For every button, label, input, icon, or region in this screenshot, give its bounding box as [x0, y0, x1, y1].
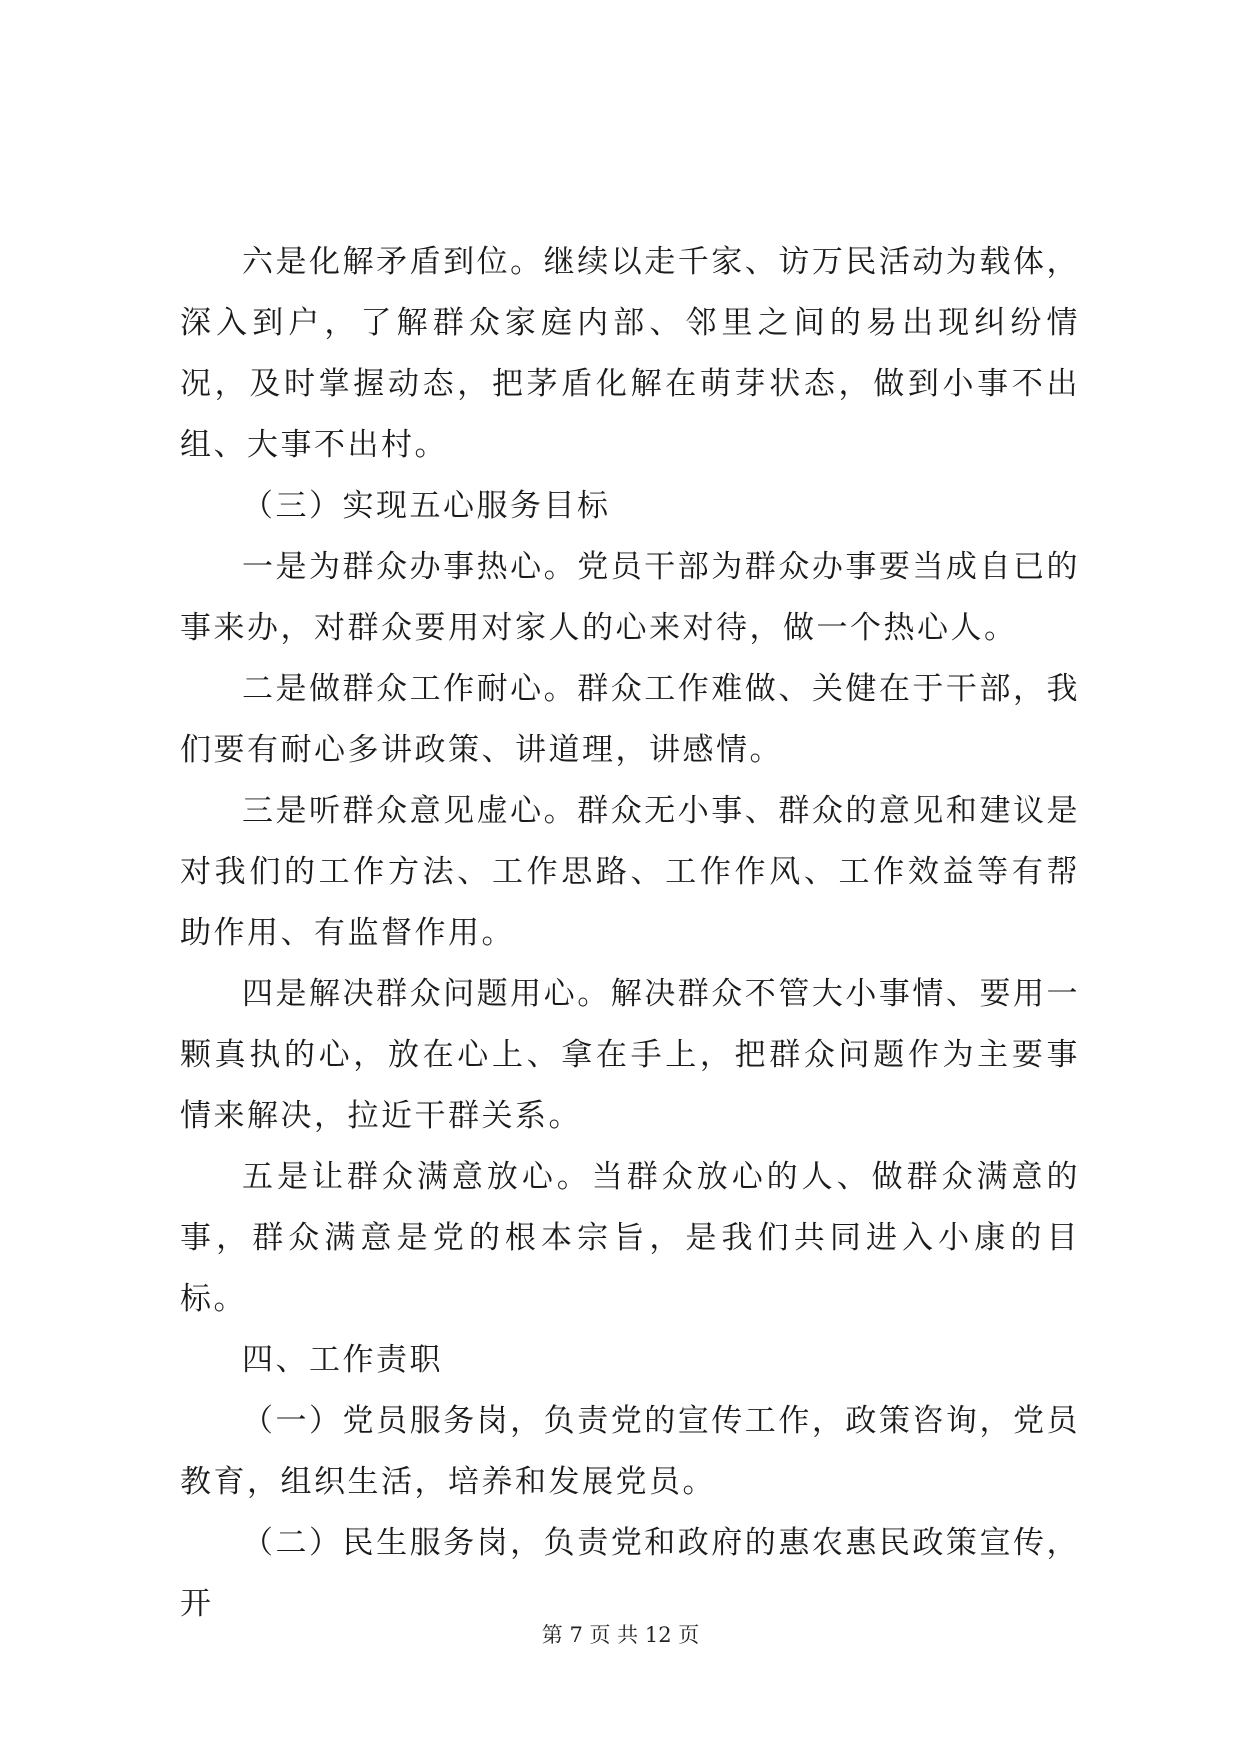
paragraph-livelihood-service-post: （二）民生服务岗，负责党和政府的惠农惠民政策宣传，开	[180, 1525, 1080, 1622]
document-body	[180, 232, 1080, 1635]
paragraph-patience: 二是做群众工作耐心。群众工作难做、关健在于干部，我们要有耐心多讲政策、讲道理，讲感情。	[180, 671, 1080, 768]
paragraph-diligence: 四是解决群众问题用心。解决群众不管大小事情、要用一颗真执的心，放在心上、拿在手上，把群众问题作为主要事情来解决，拉近干群关系。	[180, 976, 1080, 1134]
paragraph-resolve-conflicts: 六是化解矛盾到位。继续以走千家、访万民活动为载体，深入到户，了解群众家庭内部、邻里之间的易出现纠纷情况，及时掌握动态，把茅盾化解在萌芽状态，做到小事不出组、大事不出村。	[180, 244, 1080, 463]
paragraph-satisfaction: 五是让群众满意放心。当群众放心的人、做群众满意的事，群众满意是党的根本宗旨，是我们共同进入小康的目标。	[180, 1159, 1080, 1317]
paragraph-humility: 三是听群众意见虚心。群众无小事、群众的意见和建议是对我们的工作方法、工作思路、工作作风、工作效益等有帮助作用、有监督作用。	[180, 793, 1080, 951]
paragraph-party-service-post: （一）党员服务岗，负责党的宣传工作，政策咨询，党员教育，组织生活，培养和发展党员。	[180, 1403, 1080, 1500]
section-heading-five-hearts: （三）实现五心服务目标	[242, 488, 611, 524]
page-number-footer: 第 7 页 共 12 页	[541, 1623, 700, 1647]
section-heading-duties: 四、工作责职	[242, 1342, 443, 1378]
paragraph-enthusiasm: 一是为群众办事热心。党员干部为群众办事要当成自已的事来办，对群众要用对家人的心来对待，做一个热心人。	[180, 549, 1080, 646]
